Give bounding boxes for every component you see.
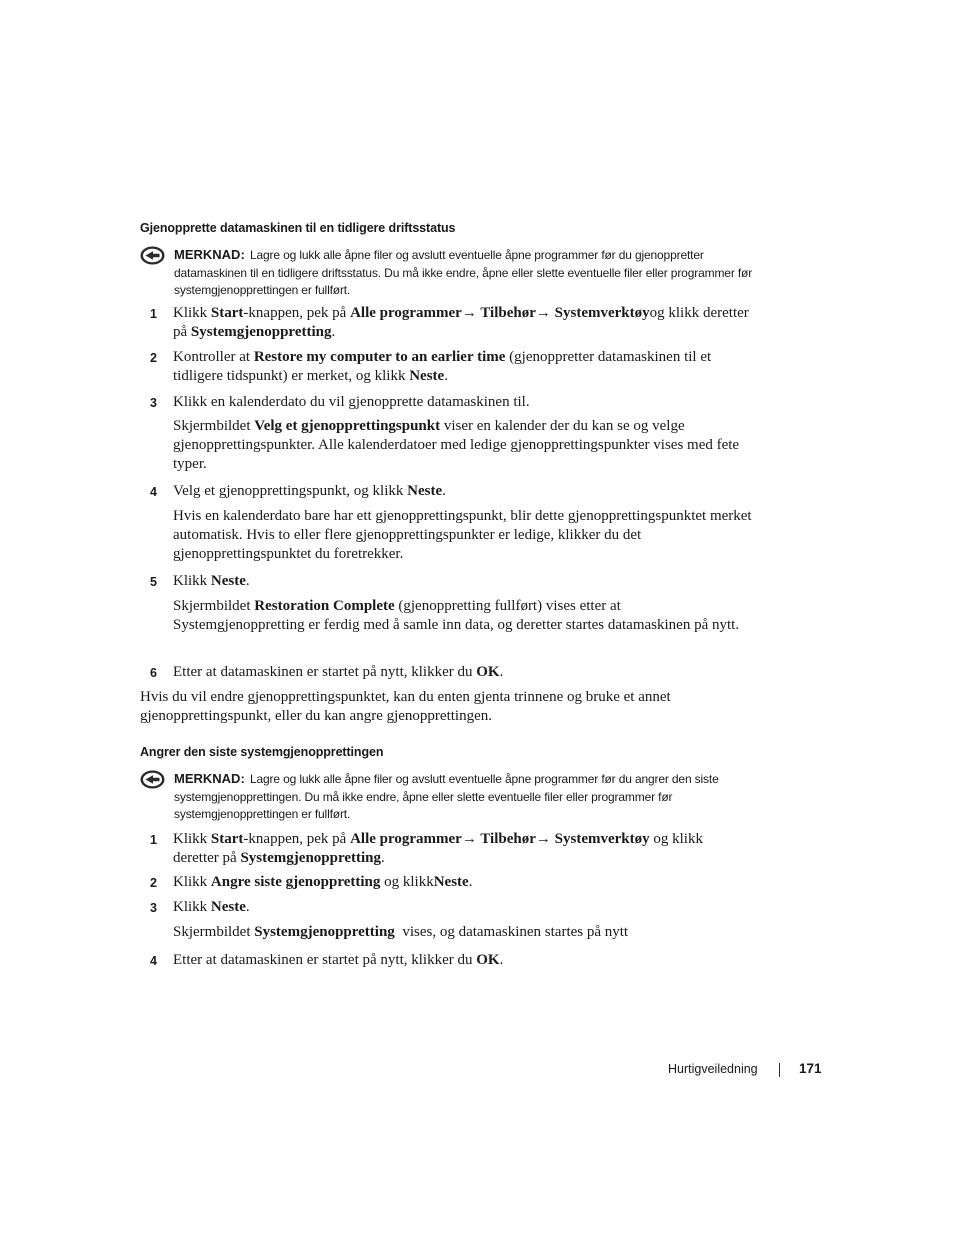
notice-icon xyxy=(140,246,165,265)
notice-label: MERKNAD: xyxy=(174,771,245,786)
step-text xyxy=(173,898,750,917)
step-text xyxy=(173,663,750,682)
notice-label: MERKNAD: xyxy=(174,247,245,262)
step-text xyxy=(173,304,750,342)
page-number: 171 xyxy=(799,1061,822,1076)
text: vises, og datamaskinen startes på nytt xyxy=(394,924,629,940)
step-item xyxy=(150,304,750,342)
text: . xyxy=(245,573,250,589)
step-detail xyxy=(173,923,753,942)
text: Etter at datamaskinen er startet på nytt, klikker du xyxy=(173,952,477,968)
step-item xyxy=(150,482,750,501)
ui-term: Systemverktøy xyxy=(550,831,650,847)
step-item xyxy=(150,898,750,917)
ui-term: Systemverktøy xyxy=(550,305,650,321)
step-detail xyxy=(173,417,753,474)
text: Velg et gjenopprettingspunkt, og klikk xyxy=(173,483,408,499)
footer-divider xyxy=(779,1063,780,1077)
text: viser en kalender der du kan se og velge gjenopprettingspunkter. Alle kalenderdatoer med ledige gjenopprettingspunkter vises med fete typer. xyxy=(173,418,740,472)
arrow-icon: → xyxy=(461,305,477,321)
text: . xyxy=(468,874,473,890)
ui-term: Systemgjenoppretting xyxy=(190,324,332,340)
text: . xyxy=(331,324,336,340)
ui-term: Start xyxy=(210,831,244,847)
notice-body: Lagre og lukk alle åpne filer og avslutt eventuelle åpne programmer før du angrer den siste systemgjenopprettingen. Du må ikke endre, åpne eller slette eventuelle filer eller programmer før systemgjenopprettingen er fullført. xyxy=(174,772,719,822)
step-number: 1 xyxy=(150,833,157,847)
step-item xyxy=(150,348,750,386)
ui-term: Neste xyxy=(210,573,246,589)
text: Etter at datamaskinen er startet på nytt, klikker du xyxy=(173,664,477,680)
ui-term: Neste xyxy=(433,874,469,890)
section-heading-restore: Gjenopprette datamaskinen til en tidligere driftsstatus xyxy=(140,221,456,235)
step-detail: Hvis en kalenderdato bare har ett gjenopprettingspunkt, blir dette gjenopprettingspunktet merket automatisk. Hvis to eller flere gjenopprettingspunkter er ledige, klikker du det gjenopprettingspunktet du foretrekker. xyxy=(173,508,752,562)
step-item xyxy=(150,663,750,682)
step-number: 2 xyxy=(150,876,157,890)
step-item xyxy=(150,830,750,868)
text: Skjermbildet xyxy=(173,924,255,940)
ui-term: Neste xyxy=(210,899,246,915)
text: . xyxy=(499,952,504,968)
step-item xyxy=(150,873,750,892)
arrow-icon: → xyxy=(535,305,551,321)
ui-term: Tilbehør xyxy=(476,305,536,321)
step-number: 4 xyxy=(150,954,157,968)
text: . xyxy=(442,483,446,499)
text: Klikk xyxy=(173,831,211,847)
text: Klikk xyxy=(173,305,211,321)
ui-term: Restore my computer to an earlier time xyxy=(253,349,506,365)
notice-text xyxy=(174,770,765,824)
notice-text xyxy=(174,246,765,300)
text: . xyxy=(381,850,385,866)
ui-term: Alle programmer xyxy=(350,305,462,321)
ui-term: Neste xyxy=(409,368,445,384)
step-number: 3 xyxy=(150,396,157,410)
text: Skjermbildet xyxy=(173,418,255,434)
step-item xyxy=(150,572,750,591)
text: (gjenoppretter datamaskinen til et tidligere tidspunkt) er merket, og klikk xyxy=(173,349,712,384)
step-number: 3 xyxy=(150,901,157,915)
text: -knappen, pek på xyxy=(243,831,351,847)
text: Klikk xyxy=(173,899,211,915)
text: Skjermbildet xyxy=(173,598,255,614)
ui-term: OK xyxy=(476,952,500,968)
step-number: 6 xyxy=(150,666,157,680)
step-text xyxy=(173,873,750,892)
arrow-icon: → xyxy=(461,831,477,847)
ui-term: Alle programmer xyxy=(350,831,462,847)
step-item xyxy=(150,393,750,412)
text: -knappen, pek på xyxy=(243,305,351,321)
step-text: Klikk en kalenderdato du vil gjenopprette datamaskinen til. xyxy=(173,394,530,410)
text: og klikk deretter på xyxy=(173,831,703,866)
ui-term: OK xyxy=(476,664,500,680)
ui-term: Angre siste gjenoppretting xyxy=(210,874,381,890)
notice-icon xyxy=(140,770,165,789)
step-text xyxy=(173,830,750,868)
footer-section-label: Hurtigveiledning xyxy=(668,1062,758,1076)
step-number: 1 xyxy=(150,307,157,321)
ui-term: Neste xyxy=(407,483,443,499)
step-number: 4 xyxy=(150,485,157,499)
notice-block xyxy=(140,246,765,300)
ui-term: Systemgjenoppretting xyxy=(240,850,382,866)
step-detail xyxy=(173,597,753,635)
step-text xyxy=(173,951,750,970)
notice-block xyxy=(140,770,765,824)
notice-body: Lagre og lukk alle åpne filer og avslutt eventuelle åpne programmer før du gjenoppretter datamaskinen til en tidligere driftsstatus. Du må ikke endre, åpne eller slette eventuelle filer eller programmer før systemgjenopprettingen er fullført. xyxy=(174,248,753,298)
section-heading-undo: Angrer den siste systemgjenopprettingen xyxy=(140,745,384,759)
text: (gjenoppretting fullført) vises etter at Systemgjenoppretting er ferdig med å samle inn data, og deretter startes datamaskinen på nytt. xyxy=(173,598,740,633)
step-text xyxy=(173,348,750,386)
text: og klikk deretter på xyxy=(173,305,749,340)
closing-paragraph: Hvis du vil endre gjenopprettingspunktet, kan du enten gjenta trinnene og bruke et annet gjenopprettingspunkt, eller du kan angre gjenopprettingen. xyxy=(140,689,671,724)
ui-term: Start xyxy=(210,305,244,321)
step-item xyxy=(150,951,750,970)
step-number: 2 xyxy=(150,351,157,365)
text: . xyxy=(499,664,504,680)
step-text xyxy=(173,572,750,591)
text: . xyxy=(245,899,250,915)
ui-term: Systemgjenoppretting xyxy=(254,924,395,940)
text: og klikk xyxy=(380,874,434,890)
arrow-icon: → xyxy=(535,831,551,847)
ui-term: Tilbehør xyxy=(476,831,536,847)
ui-term: Restoration Complete xyxy=(254,598,395,614)
ui-term: Velg et gjenopprettingspunkt xyxy=(254,418,441,434)
step-text xyxy=(173,482,750,501)
text: . xyxy=(444,368,448,384)
text: Kontroller at xyxy=(173,349,254,365)
step-number: 5 xyxy=(150,575,157,589)
text: Klikk xyxy=(173,573,211,589)
text: Klikk xyxy=(173,874,211,890)
